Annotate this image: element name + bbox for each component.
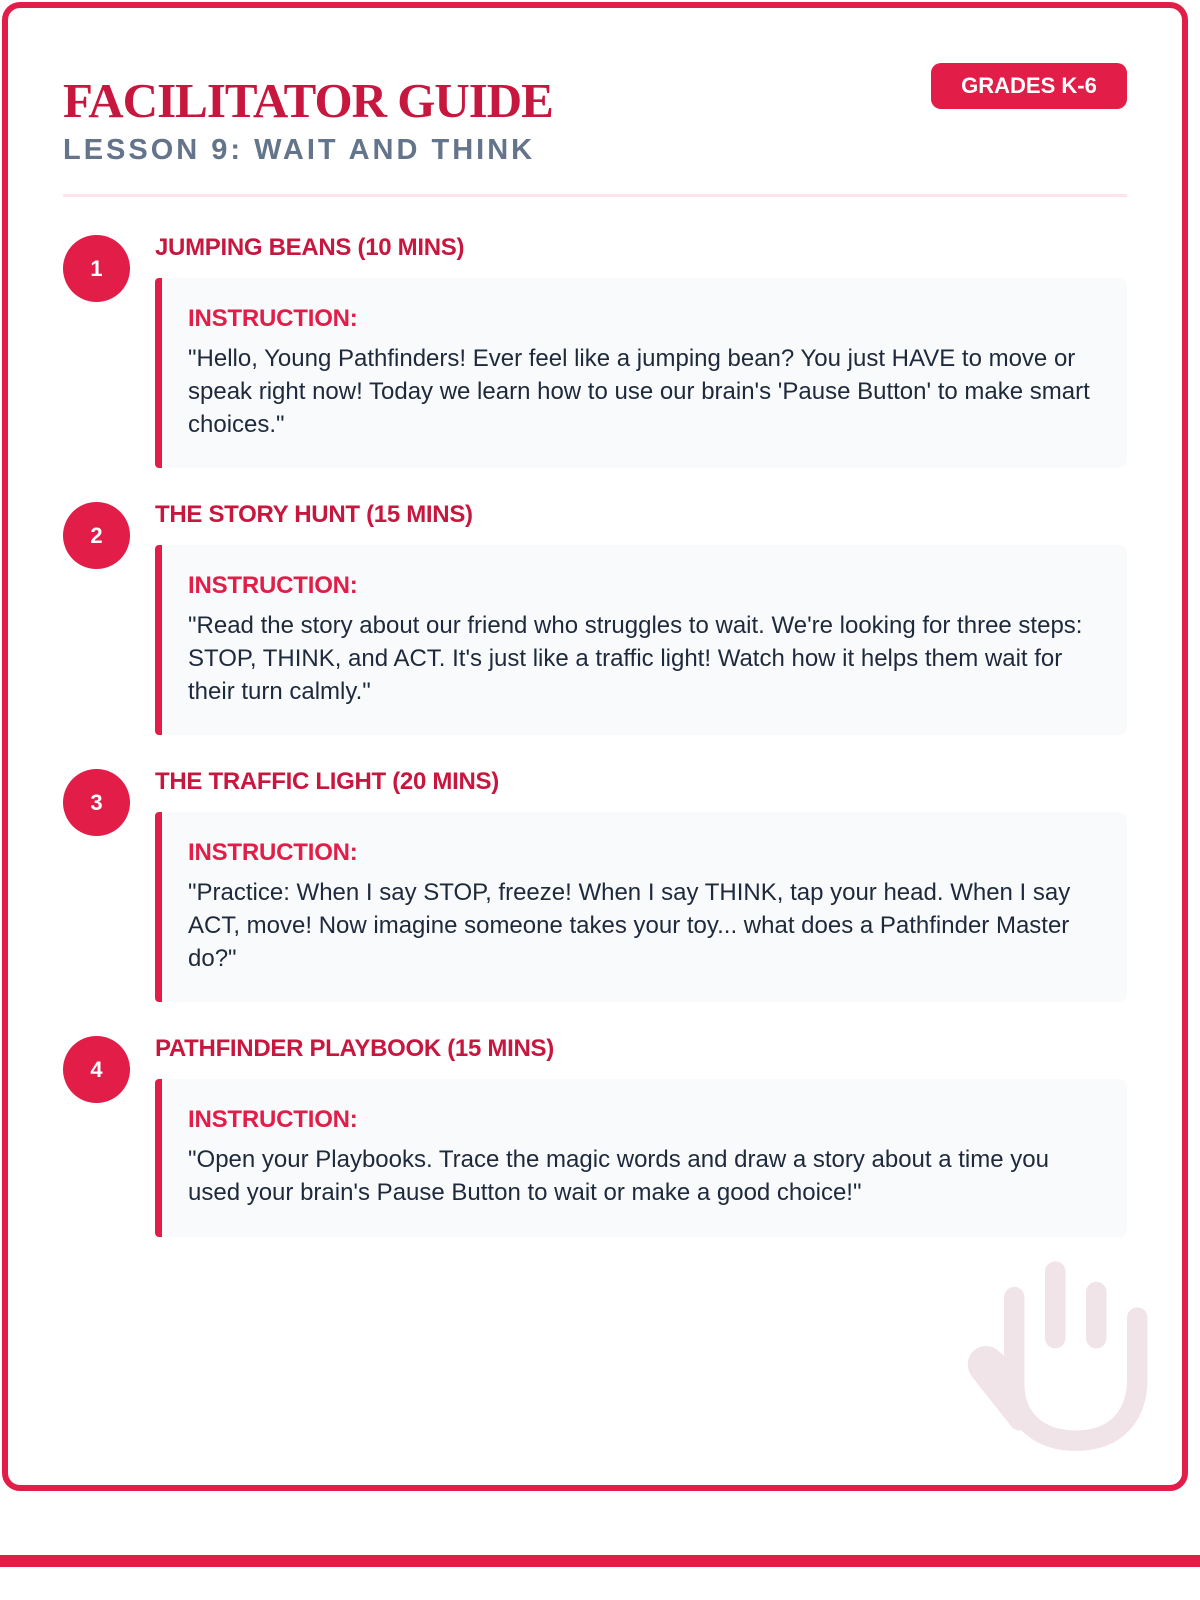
step-number-badge: 1 — [63, 235, 130, 302]
instruction-text: "Open your Playbooks. Trace the magic words and draw a story about a time you used your brain's Pause Button to wait or make a good choice!" — [188, 1146, 1049, 1206]
instruction-text: "Read the story about our friend who struggles to wait. We're looking for three steps: STOP, THINK, and ACT. It's just like a traffic light! Watch how it helps them wait for their turn calmly." — [188, 612, 1083, 705]
facilitator-guide-card — [2, 2, 1188, 1491]
instruction-panel — [155, 278, 1127, 468]
raised-hand-icon — [963, 1251, 1168, 1456]
step-title: PATHFINDER PLAYBOOK (15 MINS) — [155, 1035, 554, 1062]
instruction-label: INSTRUCTION: — [188, 305, 358, 332]
step-title: THE TRAFFIC LIGHT (20 MINS) — [155, 768, 499, 795]
grades-badge: GRADES K-6 — [931, 63, 1127, 109]
step-title: THE STORY HUNT (15 MINS) — [155, 501, 473, 528]
step-number-badge: 3 — [63, 769, 130, 836]
instruction-panel — [155, 1079, 1127, 1237]
page-title: FACILITATOR GUIDE — [63, 73, 553, 128]
footer-accent-bar — [0, 1555, 1200, 1567]
guide-header — [63, 63, 1127, 203]
instruction-text: "Practice: When I say STOP, freeze! When I say THINK, tap your head. When I say ACT, move! Now imagine someone takes your toy... what does a Pathfinder Master do?" — [188, 879, 1071, 972]
instruction-label: INSTRUCTION: — [188, 839, 358, 866]
instruction-panel — [155, 545, 1127, 735]
instruction-text: "Hello, Young Pathfinders! Ever feel like a jumping bean? You just HAVE to move or speak right now! Today we learn how to use our brain's 'Pause Button' to make smart choices." — [188, 345, 1090, 438]
instruction-label: INSTRUCTION: — [188, 1106, 358, 1133]
step-title: JUMPING BEANS (10 MINS) — [155, 234, 465, 261]
instruction-panel — [155, 812, 1127, 1002]
step-number-badge: 4 — [63, 1036, 130, 1103]
lesson-subtitle: LESSON 9: WAIT AND THINK — [63, 134, 536, 166]
instruction-label: INSTRUCTION: — [188, 572, 358, 599]
step-number-badge: 2 — [63, 502, 130, 569]
header-divider — [63, 194, 1127, 197]
